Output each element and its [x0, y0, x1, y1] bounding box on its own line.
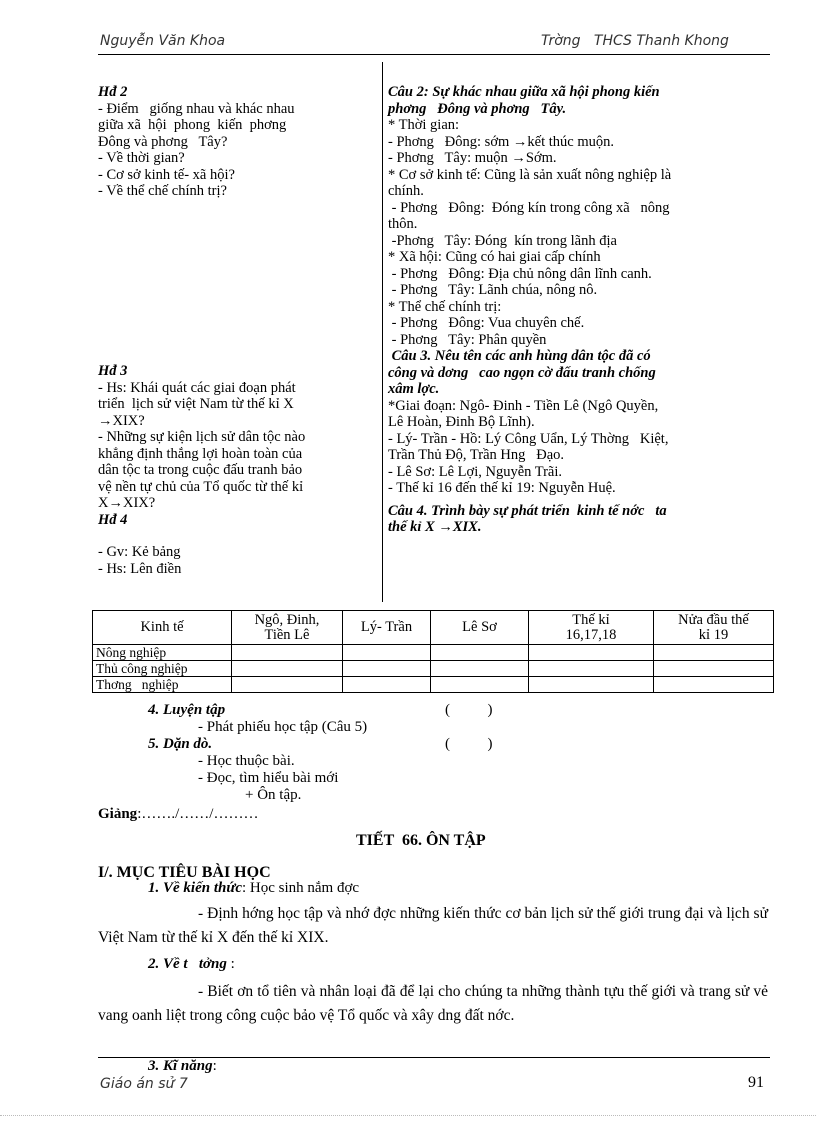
- hd2-line: - Về thể chế chính trị?: [98, 183, 227, 199]
- cau2-line: thôn.: [388, 216, 418, 232]
- cau3-title: xâm lợc.: [388, 381, 440, 397]
- hd2-line: Đông và phơng Tây?: [98, 133, 228, 150]
- attitude-line: [148, 956, 235, 973]
- table-header-cell: Thế kỉ 16,17,18: [529, 611, 654, 645]
- cau3-title: công và dơng cao ngọn cờ đấu tranh chống: [388, 364, 656, 381]
- hd3-line: khẳng định thắng lợi hoàn toàn của: [98, 445, 303, 462]
- cau3-title: Câu 3. Nêu tên các anh hùng dân tộc đã có: [388, 348, 651, 364]
- cau2-line: -Phơng Tây: Đóng kín trong lãnh địa: [388, 232, 617, 249]
- cau3-line: *Giai đoạn: Ngô- Đinh - Tiền Lê (Ngô Quyền,: [388, 397, 659, 414]
- hd4-line: - Gv: Kẻ bảng: [98, 544, 181, 560]
- header-school: Trờng THCS Thanh Khong: [541, 33, 729, 49]
- paren-2: ( ): [445, 736, 493, 752]
- table-header-cell: Ngô, Đinh, Tiền Lê: [232, 611, 343, 645]
- giang-value: :……./……/………: [137, 806, 259, 822]
- hd2-line: giữa xã hội phong kiến phơng: [98, 117, 287, 133]
- hd2-line: - Điểm giống nhau và khác nhau: [98, 100, 295, 117]
- table-row: [93, 645, 774, 661]
- hd3-line: →XIX?: [98, 412, 145, 429]
- left-column-hd3: [98, 363, 378, 577]
- giang-label: Giảng: [98, 806, 138, 822]
- hd3-line: vệ nền tự chủ của Tổ quốc từ thế kỉ: [98, 478, 304, 495]
- table-header-cell: Kinh tế: [93, 611, 232, 645]
- table-header-cell: Nửa đầu thế kỉ 19: [654, 611, 774, 645]
- table-row-label: Thơng nghiệp: [93, 677, 232, 693]
- hd3-title: Hđ 3: [98, 363, 128, 379]
- table-header-cell: Lý- Trần: [343, 611, 431, 645]
- cau4-title: thế kỉ X →XIX.: [388, 519, 482, 535]
- footer-book: Giáo án sử 7: [100, 1076, 188, 1092]
- attitude-paragraph: - Biết ơn tổ tiên và nhân loại đã để lại cho chúng ta những thành tựu thế giới và trang sử vẻ vang oanh liệt trong công cuộc bảo vệ Tổ quốc và xây dng đất nớc.: [98, 983, 768, 1024]
- hd2-line: - Cơ sở kinh tế- xã hội?: [98, 166, 235, 183]
- knowledge-line: [148, 880, 359, 897]
- luyen-tap-item: - Phát phiếu học tập (Câu 5): [198, 719, 368, 735]
- table-header-cell: Lê Sơ: [431, 611, 529, 645]
- cau3-line: - Lý- Trần - Hồ: Lý Công Uẩn, Lý Thờng Kiệt,: [388, 430, 669, 447]
- cau2-line: - Phơng Đông: Đóng kín trong công xã nông: [388, 199, 670, 216]
- header-author: Nguyễn Văn Khoa: [100, 33, 226, 49]
- cau2-line: * Thời gian:: [388, 117, 460, 133]
- cau3-line: Trần Thủ Độ, Trần Hng Đạo.: [388, 447, 565, 463]
- cau2-line: * Thể chế chính trị:: [388, 298, 502, 315]
- dan-do-heading: 5. Dặn dò.: [148, 736, 213, 752]
- table-header-row: [93, 611, 774, 645]
- column-divider: [382, 62, 383, 602]
- cau3-line: Lê Hoàn, Đinh Bộ Lĩnh).: [388, 414, 535, 430]
- lesson-title: TIẾT 66. ÔN TẬP: [356, 832, 486, 849]
- cau2-line: - Phơng Đông: Vua chuyên chế.: [388, 315, 585, 331]
- skills-text: :: [212, 1058, 217, 1074]
- cau2-line: - Phơng Đông: Địa chủ nông dân lĩnh canh.: [388, 265, 652, 282]
- cau3-line: - Thế kỉ 16 đến thế kỉ 19: Nguyễn Huệ.: [388, 480, 616, 496]
- cau2-line: - Phơng Tây: Lãnh chúa, nông nô.: [388, 282, 598, 298]
- hd4-title: Hđ 4: [98, 511, 128, 528]
- cau3-line: - Lê Sơ: Lê Lợi, Nguyễn Trãi.: [388, 463, 563, 480]
- section-objectives: I/. MỤC TIÊU BÀI HỌC: [98, 864, 271, 881]
- hd4-line: - Hs: Lên điền: [98, 560, 182, 577]
- cau2-line: - Phơng Tây: muộn →Sớm.: [388, 150, 557, 166]
- skills-line: [148, 1058, 217, 1075]
- table-row-label: Nông nghiệp: [93, 645, 232, 661]
- hd3-line: X→XIX?: [98, 495, 156, 511]
- cau2-title: Câu 2: Sự khác nhau giữa xã hội phong kiến: [388, 84, 660, 100]
- cau2-title: phơng Đông và phơng Tây.: [388, 100, 567, 117]
- knowledge-label: 1. Về kiến thức: [148, 880, 242, 896]
- attitude-text: :: [226, 956, 235, 972]
- attitude-label: 2. Về t tởng: [148, 956, 227, 972]
- economy-table: [92, 610, 774, 693]
- knowledge-text: : Học sinh nắm đợc: [241, 880, 360, 896]
- header-rule: [98, 54, 770, 55]
- cau2-line: chính.: [388, 183, 424, 199]
- hd2-line: - Về thời gian?: [98, 150, 185, 166]
- dan-do-item: + Ôn tập.: [245, 787, 302, 803]
- hd2-title: Hđ 2: [98, 84, 128, 100]
- right-column: [388, 84, 770, 536]
- cau2-line: * Cơ sở kinh tế: Cũng là sản xuất nông nghiệp là: [388, 166, 672, 183]
- paren-1: ( ): [445, 702, 493, 718]
- luyen-tap-heading: 4. Luyện tập: [148, 702, 226, 718]
- skills-label: 3. Kĩ năng: [148, 1058, 213, 1074]
- table-row: [93, 677, 774, 693]
- dan-do-item: - Đọc, tìm hiểu bài mới: [198, 770, 339, 786]
- giang-line: [98, 806, 258, 823]
- cau2-line: - Phơng Tây: Phân quyền: [388, 331, 547, 348]
- dan-do-item: - Học thuộc bài.: [198, 753, 295, 769]
- cau2-line: * Xã hội: Cũng có hai giai cấp chính: [388, 249, 601, 265]
- hd3-line: - Những sự kiện lịch sử dân tộc nào: [98, 429, 306, 445]
- left-column: [98, 84, 378, 200]
- page-number: 91: [748, 1074, 764, 1091]
- hd3-line: dân tộc ta trong cuộc đấu tranh bảo: [98, 462, 303, 478]
- hd3-line: triển lịch sử việt Nam từ thế kỉ X: [98, 396, 294, 412]
- knowledge-paragraph: - Định hớng học tập và nhớ đợc những kiến thức cơ bản lịch sử thế giới trung đại và lịch sử Việt Nam từ thế kỉ X đến thế kỉ XIX.: [98, 905, 768, 946]
- cau2-line: - Phơng Đông: sớm →kết thúc muộn.: [388, 133, 614, 150]
- table-row: [93, 661, 774, 677]
- table-row-label: Thủ công nghiệp: [93, 661, 232, 677]
- hd3-line: - Hs: Khái quát các giai đoạn phát: [98, 379, 296, 396]
- cau4-title: Câu 4. Trình bày sự phát triển kinh tế nớc ta: [388, 502, 667, 519]
- page-edge: [0, 1115, 816, 1116]
